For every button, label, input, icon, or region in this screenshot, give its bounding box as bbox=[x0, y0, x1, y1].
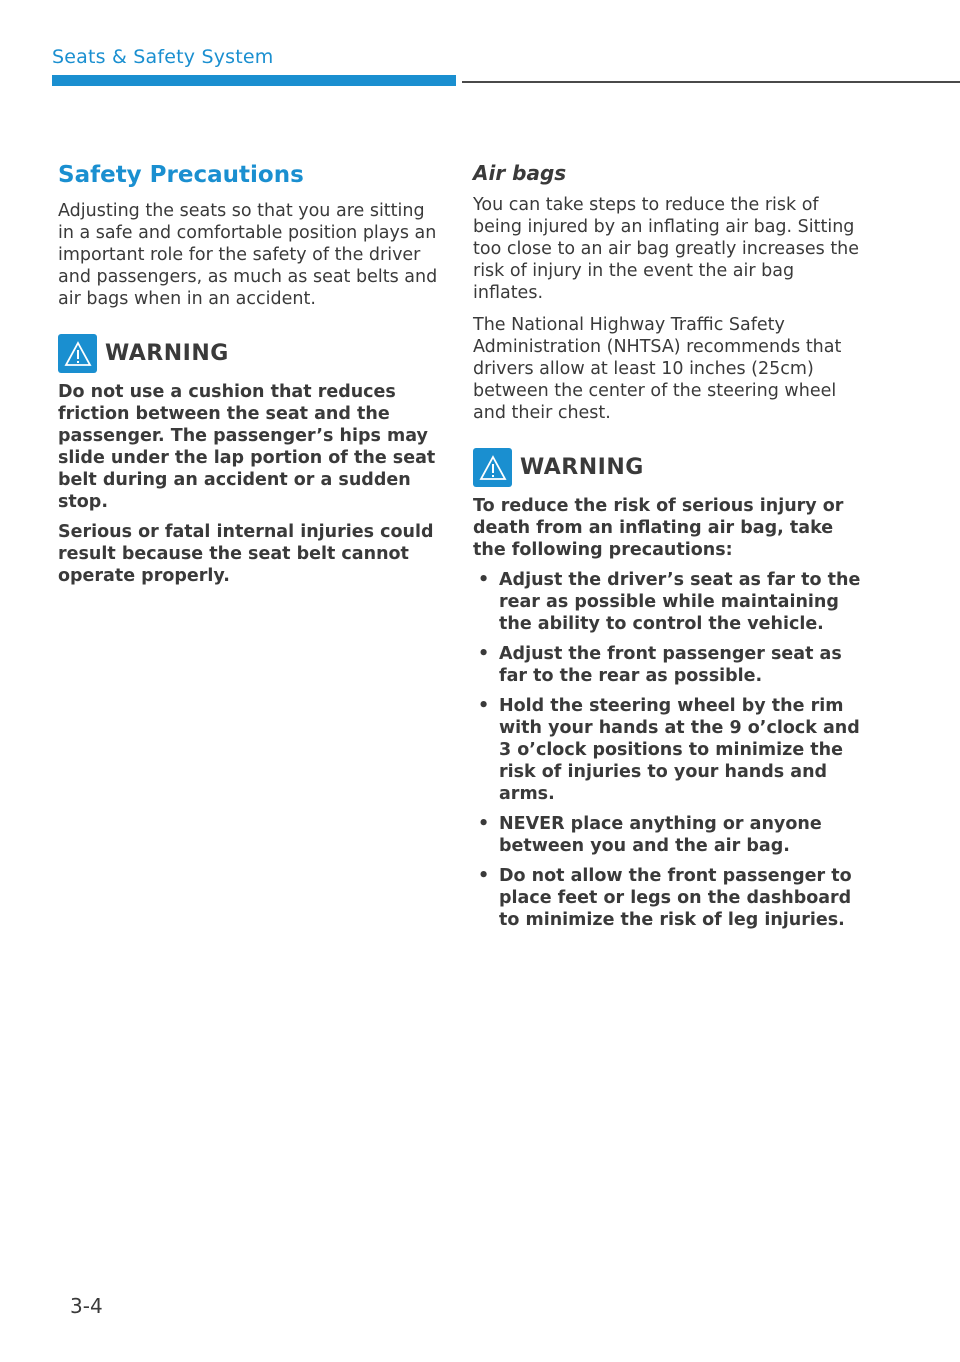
warning-paragraph: Do not use a cushion that reduces friction between the seat and the passenger. The passenger’s hips may slide under the lap portion of the seat belt during an accident or a sudden stop. bbox=[58, 382, 436, 512]
bullet-glyph: • bbox=[478, 866, 490, 886]
warning-label: WARNING bbox=[520, 455, 644, 480]
warning-header bbox=[58, 334, 440, 373]
header-accent-bar bbox=[52, 75, 456, 86]
air-bags-paragraph: You can take steps to reduce the risk of being injured by an inflating air bag. Sitting too close to an air bag greatly increases the risk of injury in the event the air bag inflates. bbox=[473, 195, 860, 303]
list-item bbox=[473, 813, 863, 857]
warning-triangle-icon bbox=[58, 334, 97, 373]
page-number: 3-4 bbox=[70, 1294, 103, 1318]
air-bags-heading: Air bags bbox=[473, 161, 567, 185]
air-bags-paragraph: The National Highway Traffic Safety Administration (NHTSA) recommends that drivers allow at least 10 inches (25cm) between the center of the steering wheel and their chest. bbox=[473, 315, 842, 423]
bullet-glyph: • bbox=[478, 570, 490, 590]
warning-label: WARNING bbox=[105, 341, 229, 366]
header-divider-line bbox=[462, 81, 960, 83]
safety-precautions-heading: Safety Precautions bbox=[58, 162, 304, 188]
section-title: Seats & Safety System bbox=[52, 46, 274, 68]
right-column bbox=[473, 158, 863, 939]
list-item-text: Adjust the driver’s seat as far to the rear as possible while maintaining the ability to control the vehicle. bbox=[499, 570, 861, 634]
list-item-text: Hold the steering wheel by the rim with your hands at the 9 o’clock and 3 o’clock positions to minimize the risk of injuries to your hands and arms. bbox=[499, 696, 860, 804]
list-item-text: Adjust the front passenger seat as far to the rear as possible. bbox=[499, 644, 842, 686]
safety-precautions-intro: Adjusting the seats so that you are sitting in a safe and comfortable position plays an important role for the safety of the driver and passengers, as much as seat belts and air bags when in an accident. bbox=[58, 201, 438, 309]
list-item-text: NEVER place anything or anyone between you and the air bag. bbox=[499, 814, 822, 856]
warning-paragraph: Serious or fatal internal injuries could result because the seat belt cannot operate properly. bbox=[58, 522, 434, 586]
bullet-glyph: • bbox=[478, 644, 490, 664]
list-item bbox=[473, 865, 863, 931]
list-item bbox=[473, 569, 863, 635]
left-column bbox=[58, 158, 440, 595]
bullet-glyph: • bbox=[478, 696, 490, 716]
list-item bbox=[473, 695, 863, 805]
list-item bbox=[473, 643, 863, 687]
warning-intro: To reduce the risk of serious injury or death from an inflating air bag, take the following precautions: bbox=[473, 496, 844, 560]
precautions-list bbox=[473, 569, 863, 931]
list-item-text: Do not allow the front passenger to place feet or legs on the dashboard to minimize the risk of leg injuries. bbox=[499, 866, 852, 930]
bullet-glyph: • bbox=[478, 814, 490, 834]
warning-header bbox=[473, 448, 863, 487]
warning-triangle-icon bbox=[473, 448, 512, 487]
